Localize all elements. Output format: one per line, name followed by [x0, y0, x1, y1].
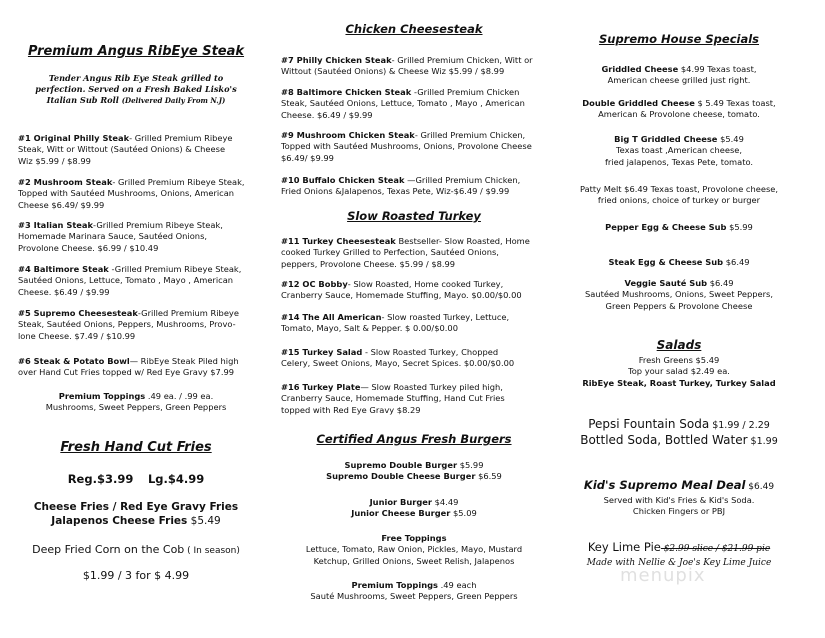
item-desc: - Slow Roasted, Home cooked Turkey, [347, 279, 504, 289]
item-desc: Steak, Witt or Wittout (Sautéed Onions) & Cheese [18, 144, 226, 155]
item-desc: American cheese grilled just right. [607, 75, 751, 86]
item-desc: Steak, Sautéed Onions, Peppers, Mushrooms, Provo- [18, 319, 236, 330]
chicken-item [281, 55, 547, 78]
house-item [568, 257, 790, 268]
item-name: #2 Mushroom Steak [18, 177, 113, 187]
fries-price: $5.49 [187, 515, 221, 527]
drink-name: Bottled Soda, Bottled Water [580, 433, 748, 447]
turkey-item [281, 279, 547, 302]
item-name: #1 Original Philly Steak [18, 133, 130, 143]
salad-toppings: RibEye Steak, Roast Turkey, Turkey Salad [582, 377, 776, 388]
salads-section [568, 338, 790, 352]
burger-name: Supremo Double Cheese Burger [326, 471, 476, 482]
chicken-item [281, 130, 547, 164]
fries-reg: Reg.$3.99 [67, 472, 134, 486]
item-desc: Cranberry Sauce, Homemade Stuffing, Hand Cut Fries [281, 393, 505, 404]
fries-heading: Fresh Hand Cut Fries [60, 440, 212, 455]
free-toppings-list: Ketchup, Grilled Onions, Sweet Relish, Jalapenos [313, 555, 515, 566]
item-price: topped with Red Eye Gravy $8.29 [281, 404, 421, 415]
turkey-item [281, 382, 547, 416]
item-name: #8 Baltimore Chicken Steak [281, 87, 412, 97]
house-item [568, 184, 790, 207]
burger-price: $6.59 [475, 471, 502, 482]
item-desc: Tomato, Mayo, Salt & Pepper. $ 0.00/$0.00 [281, 323, 458, 334]
kids-heading: Kid's Supremo Meal Deal [583, 478, 746, 492]
column-house-specials [568, 0, 790, 638]
item-desc: -Grilled Premium Ribeye Steak, [93, 220, 223, 230]
item-price: lone Cheese. $7.49 / $10.99 [18, 330, 136, 341]
ribeye-intro-line: Tender Angus Rib Eye Steak grilled to [48, 73, 224, 83]
item-desc: $4.99 Texas toast, [678, 64, 757, 74]
item-price: Cheese. $6.49 / $9.99 [18, 286, 110, 297]
item-desc: - Slow roasted Turkey, Lettuce, [381, 312, 510, 322]
toppings-label: Premium Toppings [58, 391, 146, 401]
item-name: Steak Egg & Cheese Sub [608, 257, 724, 267]
ribeye-item [18, 177, 254, 211]
premium-toppings [281, 580, 547, 603]
burger-price: $4.49 [432, 497, 459, 507]
item-desc: $5.49 [717, 134, 744, 144]
keylime-note: Made with Nellie & Joe's Key Lime Juice [586, 558, 772, 568]
item-desc: over Hand Cut Fries topped w/ Red Eye Gravy $7.99 [18, 367, 235, 378]
item-desc: fried jalapenos, Texas Pete, tomato. [604, 156, 754, 167]
item-desc: Green Peppers & Provolone Cheese [605, 300, 753, 311]
turkey-section [281, 209, 547, 223]
item-desc: — RibEye Steak Piled high [129, 356, 239, 366]
item-desc: - Grilled Premium Ribeye Steak, [112, 177, 245, 187]
ribeye-item [18, 133, 254, 167]
free-toppings [281, 533, 547, 567]
kids-section [568, 478, 790, 518]
item-name: #7 Philly Chicken Steak [281, 55, 392, 65]
premium-toppings-label: Premium Toppings [351, 580, 438, 590]
corn-name: Deep Fried Corn on the Cob [32, 543, 185, 556]
drinks [568, 417, 790, 449]
item-name: #4 Baltimore Steak [18, 264, 109, 274]
corn [18, 543, 254, 558]
chicken-section [281, 22, 547, 36]
ribeye-item [18, 356, 254, 379]
fries-sizes [18, 471, 254, 487]
turkey-item [281, 347, 547, 370]
burger-price: $5.09 [450, 508, 477, 519]
kids-desc: Chicken Fingers or PBJ [632, 506, 726, 517]
item-desc: -Grilled Premium Chicken [411, 87, 520, 97]
item-name: #16 Turkey Plate [281, 382, 361, 392]
ribeye-intro-line: perfection. Served on a Fresh Baked Lisko's [35, 84, 237, 94]
toppings-price: .49 ea. / .99 ea. [145, 391, 214, 401]
item-price: $6.49 [707, 278, 734, 288]
ribeye-intro [18, 73, 254, 106]
ribeye-item [18, 220, 254, 254]
item-name: #3 Italian Steak [18, 220, 94, 230]
house-item [568, 278, 790, 312]
item-name: #14 The All American [281, 312, 382, 322]
item-desc: Steak, Sautéed Onions, Lettuce, Tomato , Mayo , American [281, 98, 525, 109]
corn-note: ( In season) [184, 546, 240, 556]
item-desc: Bestseller- Slow Roasted, Home [395, 236, 530, 246]
item-name: Big T Griddled Cheese [614, 134, 718, 144]
item-name: Pepper Egg & Cheese Sub [605, 222, 727, 232]
item-desc: - Slow Roasted Turkey, Chopped [362, 347, 499, 357]
salad-item: Top your salad $2.49 ea. [628, 366, 730, 377]
item-desc: Sautéed Onions, Lettuce, Tomato , Mayo , American [18, 275, 234, 286]
item-desc: $ 5.49 Texas toast, [694, 98, 776, 108]
toppings-list: Mushrooms, Sweet Peppers, Green Peppers [45, 402, 227, 413]
watermark: menupix [620, 565, 706, 586]
fries-section [18, 440, 254, 455]
item-name: Double Griddled Cheese [582, 98, 695, 108]
salad-item: Fresh Greens $5.49 [638, 355, 720, 365]
item-desc: Topped with Sautéed Mushrooms, Onions, American [18, 188, 235, 199]
free-toppings-list: Lettuce, Tomato, Raw Onion, Pickles, Mayo, Mustard [305, 544, 523, 555]
house-heading: Supremo House Specials [598, 32, 760, 46]
item-price: Cheese. $6.49 / $9.99 [281, 109, 373, 120]
item-desc: Fried Onions &Jalapenos, Texas Pete, Wiz-$6.49 / $9.99 [281, 186, 510, 197]
item-name: #15 Turkey Salad [281, 347, 363, 357]
burger-price: $5.99 [457, 460, 484, 470]
item-desc: - Grilled Premium Chicken, Witt or [391, 55, 533, 65]
salads-heading: Salads [656, 338, 702, 352]
ribeye-intro-line [18, 95, 254, 106]
turkey-heading: Slow Roasted Turkey [347, 209, 481, 223]
item-name: #11 Turkey Cheesesteak [281, 236, 396, 246]
premium-toppings-list: Sauté Mushrooms, Sweet Peppers, Green Peppers [310, 591, 518, 602]
item-desc: —Grilled Premium Chicken, [404, 175, 521, 185]
item-desc: Cranberry Sauce, Homemade Stuffing, Mayo. $0.00/$0.00 [281, 290, 522, 301]
house-item [568, 222, 790, 233]
corn-price: $1.99 / 3 for $ 4.99 [82, 569, 190, 582]
keylime-price: $2.99 slice / $21.99 pie [660, 544, 771, 554]
house-item [568, 64, 790, 87]
chicken-item [281, 87, 547, 121]
house-item [568, 98, 790, 121]
fries-lg: Lg.$4.99 [147, 472, 205, 486]
item-price: $5.99 [726, 222, 753, 232]
house-item [568, 134, 790, 168]
item-price: Cheese $6.49/ $9.99 [18, 199, 105, 210]
item-name: #12 OC Bobby [281, 279, 348, 289]
kids-desc: Served with Kid's Fries & Kid's Soda. [603, 495, 755, 505]
ribeye-item [18, 264, 254, 298]
fries-specials [18, 500, 254, 528]
turkey-item [281, 312, 547, 335]
item-name: #10 Buffalo Chicken Steak [281, 175, 405, 185]
item-desc: -Grilled Premium Ribeye Steak, [108, 264, 242, 274]
ribeye-section [18, 44, 254, 59]
item-name: Griddled Cheese [601, 64, 679, 74]
item-desc: cooked Turkey Grilled to Perfection, Sautéed Onions, [281, 247, 499, 258]
fries-line: Cheese Fries / Red Eye Gravy Fries [33, 501, 239, 513]
item-desc: - Grilled Premium Chicken, [414, 130, 526, 140]
kids-price: $6.49 [745, 482, 775, 492]
item-price: peppers, Provolone Cheese. $5.99 / $8.99 [281, 258, 456, 269]
item-desc: Sautéed Mushrooms, Onions, Sweet Peppers, [584, 289, 774, 300]
drink-price: $1.99 [747, 436, 778, 447]
burger-name: Supremo Double Burger [344, 460, 458, 470]
premium-toppings-price: .49 each [438, 580, 477, 590]
ribeye-item [18, 308, 254, 342]
keylime-name: Key Lime Pie [587, 540, 661, 554]
ribeye-toppings [18, 391, 254, 414]
chicken-item [281, 175, 547, 198]
item-name: #5 Supremo Cheesesteak [18, 308, 138, 318]
fries-line: Jalapenos Cheese Fries [51, 515, 188, 527]
ribeye-intro-roll: Italian Sub Roll [46, 95, 119, 105]
item-price: Wiz $5.99 / $8.99 [18, 155, 91, 166]
item-price: $6.49/ $9.99 [281, 152, 334, 163]
item-desc: Patty Melt $6.49 Texas toast, Provolone cheese, [579, 184, 779, 194]
item-desc: Wittout (Sautéed Onions) & Cheese Wiz $5.99 / $8.99 [281, 66, 505, 77]
chicken-heading: Chicken Cheesesteak [345, 22, 483, 36]
item-price: Provolone Cheese. $6.99 / $10.49 [18, 242, 159, 253]
ribeye-heading: Premium Angus RibEye Steak [27, 44, 245, 59]
free-toppings-label: Free Toppings [381, 533, 447, 543]
turkey-item [281, 236, 547, 270]
item-desc: fried onions, choice of turkey or burger [597, 195, 761, 206]
burgers-section [281, 432, 547, 446]
item-desc: Homemade Marinara Sauce, Sautéed Onions, [18, 231, 208, 242]
item-price: $6.49 [723, 257, 750, 267]
item-name: #9 Mushroom Chicken Steak [281, 130, 415, 140]
item-name: #6 Steak & Potato Bowl [18, 356, 130, 366]
drink-name: Pepsi Fountain Soda [588, 417, 710, 431]
item-desc: - Grilled Premium Ribeye [129, 133, 233, 143]
column-ribeye [18, 0, 254, 638]
burger-name: Junior Cheese Burger [351, 508, 451, 519]
item-desc: Celery, Sweet Onions, Mayo, Secret Spices. $0.00/$0.00 [281, 358, 515, 369]
burgers-list [281, 460, 547, 483]
ribeye-intro-delivery: (Delivered Daily From N.J) [121, 96, 226, 105]
item-desc: Topped with Sautéed Mushrooms, Onions, Provolone Cheese [281, 141, 532, 152]
item-name: Veggie Sauté Sub [624, 278, 708, 288]
junior-burgers [281, 497, 547, 520]
burgers-heading: Certified Angus Fresh Burgers [316, 432, 512, 446]
house-section [568, 32, 790, 46]
item-desc: -Grilled Premium Ribeye [137, 308, 239, 318]
column-chicken-turkey [281, 0, 547, 638]
item-desc: Texas toast ,American cheese, [615, 145, 743, 156]
drink-price: $1.99 / 2.29 [709, 420, 770, 431]
salads-list [568, 355, 790, 389]
item-desc: American & Provolone cheese, tomato. [598, 109, 760, 120]
item-desc: — Slow Roasted Turkey piled high, [360, 382, 503, 392]
burger-name: Junior Burger [369, 497, 432, 507]
